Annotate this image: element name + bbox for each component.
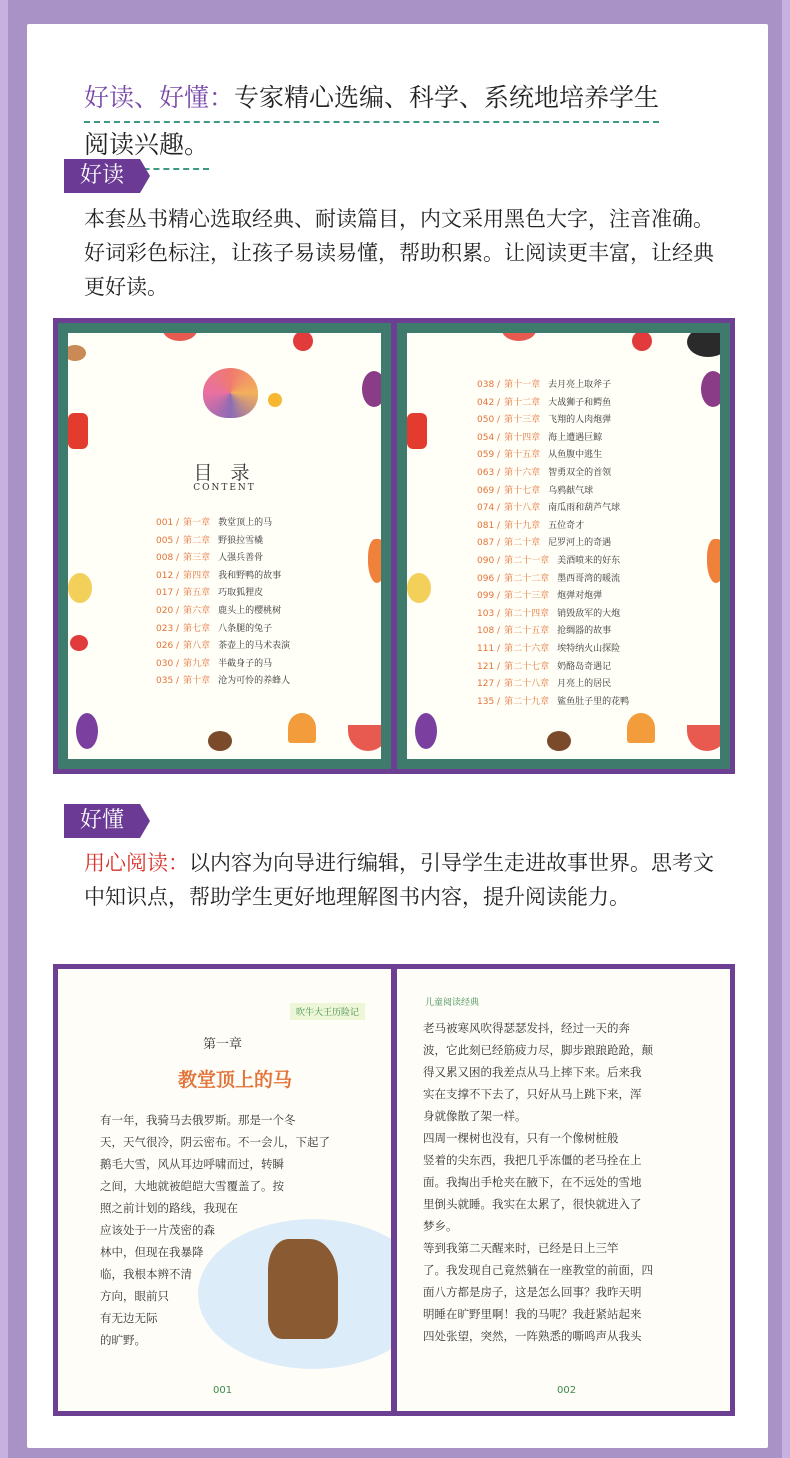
toc-chapter-number: 第十四章: [504, 432, 541, 443]
watermelon-icon: [163, 323, 197, 341]
toc-entry: [477, 553, 629, 571]
toc-chapter-number: 第二章: [183, 535, 211, 546]
toc-chapter-title: 半截身子的马: [218, 658, 273, 669]
toc-entry: [156, 585, 290, 603]
toc-list-left: [156, 515, 290, 691]
toc-entry: [156, 515, 290, 533]
story-line: 梦乡。: [423, 1219, 458, 1233]
story-page-left: [58, 969, 391, 1411]
toc-chapter-number: 第九章: [183, 658, 211, 669]
toc-page-number: 090 /: [477, 555, 501, 566]
section-red-label: 用心阅读：: [84, 851, 189, 875]
watermelon-slice-icon: [348, 725, 388, 751]
toc-entry: [477, 571, 629, 589]
toc-chapter-title: 南瓜雨和葫芦气球: [548, 503, 621, 514]
tree-icon: [627, 713, 655, 743]
toc-chapter-title: 从鱼腹中逃生: [548, 450, 603, 461]
toc-chapter-number: 第八章: [183, 641, 211, 652]
story-line: 等到我第二天醒来时，已经是日上三竿: [423, 1241, 619, 1255]
toc-chapter-number: 第二十六章: [504, 643, 550, 654]
toc-chapter-number: 第十九章: [504, 520, 541, 531]
toc-page-number: 096 /: [477, 573, 501, 584]
section-understandable-text: [84, 846, 724, 914]
story-line: 有一年，我骑马去俄罗斯。那是一个冬: [100, 1113, 296, 1127]
story-line: 林中，但现在我暴降: [100, 1245, 204, 1259]
toc-page-number: 030 /: [156, 658, 180, 669]
toc-page-number: 026 /: [156, 641, 180, 652]
chili-icon: [407, 413, 427, 449]
toc-chapter-number: 第二十八章: [504, 679, 550, 690]
toc-page-number: 059 /: [477, 450, 501, 461]
toc-page-number: 103 /: [477, 608, 501, 619]
story-right-page-number: 002: [557, 1385, 577, 1396]
story-line: 面八方都是房子，这是怎么回事？我昨天明: [423, 1285, 642, 1299]
toc-chapter-number: 第四章: [183, 570, 211, 581]
toc-entry: [477, 447, 629, 465]
story-line: 实在支撑不下去了，只好从马上跳下来，浑: [423, 1087, 642, 1101]
toc-entry: [477, 641, 629, 659]
toc-page-number: 005 /: [156, 535, 180, 546]
story-line: 身就像散了架一样。: [423, 1109, 527, 1123]
toc-list-right: [477, 377, 629, 711]
story-line: 老马被寒风吹得瑟瑟发抖，经过一天的奔: [423, 1021, 630, 1035]
intro-line-1: [84, 76, 659, 123]
toc-page-number: 054 /: [477, 432, 501, 443]
toc-entry: [156, 550, 290, 568]
intro-label: 好读、好懂：: [84, 83, 235, 112]
toc-page-number: 020 /: [156, 605, 180, 616]
toc-entry: [477, 676, 629, 694]
story-line: 鹅毛大雪，风从耳边呼啸而过，转瞬: [100, 1157, 284, 1171]
toc-chapter-title: 月亮上的居民: [557, 679, 612, 690]
intro-line-2: 阅读兴趣。: [84, 123, 209, 170]
toc-chapter-title: 埃特纳火山探险: [557, 643, 621, 654]
toc-page-number: 069 /: [477, 485, 501, 496]
story-line: 的旷野。: [100, 1333, 146, 1347]
toc-page-number: 035 /: [156, 676, 180, 687]
toc-chapter-title: 巧取狐狸皮: [218, 588, 264, 599]
toc-page-number: 050 /: [477, 415, 501, 426]
toc-chapter-number: 第十五章: [504, 450, 541, 461]
toc-chapter-number: 第二十七章: [504, 661, 550, 672]
toc-chapter-number: 第十三章: [504, 415, 541, 426]
story-line: 照之前计划的路线，我现在: [100, 1201, 238, 1215]
story-line: 了。我发现自己竟然躺在一座教堂的前面，四: [423, 1263, 653, 1277]
story-line: 方向，眼前只: [100, 1289, 169, 1303]
toc-page-number: 001 /: [156, 518, 180, 528]
toc-page-number: 038 /: [477, 380, 501, 390]
hot-air-balloon-icon: [203, 368, 258, 418]
toc-page-number: 074 /: [477, 503, 501, 514]
left-decor-strip: [0, 0, 8, 1458]
intro-text: [84, 76, 724, 170]
toc-chapter-title: 海上遭遇巨鲸: [548, 432, 603, 443]
story-line: 之间，大地就被皑皑大雪覆盖了。按: [100, 1179, 284, 1193]
story-line: 天，天气很冷，阴云密布。不一会儿，下起了: [100, 1135, 330, 1149]
toc-page-number: 099 /: [477, 591, 501, 602]
toc-chapter-title: 智勇双全的首领: [548, 467, 612, 478]
story-line: 里倒头就睡。我实在太累了，很快就进入了: [423, 1197, 642, 1211]
story-title: 教堂顶上的马: [178, 1069, 293, 1091]
toc-chapter-title: 炮弹对炮弹: [557, 591, 603, 602]
toc-chapter-title: 乌鸦献气球: [548, 485, 594, 496]
strawberry-icon: [293, 331, 313, 351]
toc-page-right: [397, 323, 730, 769]
toc-chapter-title: 教堂顶上的马: [218, 518, 273, 528]
toc-chapter-number: 第二十四章: [504, 608, 550, 619]
toc-entry: [156, 621, 290, 639]
story-left-header: 吹牛大王历险记: [290, 1003, 365, 1020]
toc-chapter-title: 飞翔的人肉炮弹: [548, 415, 612, 426]
toc-chapter-title: 尼罗河上的奇遇: [548, 538, 612, 549]
toc-chapter-title: 鹿头上的樱桃树: [218, 605, 282, 616]
toc-page-number: 008 /: [156, 553, 180, 564]
toc-entry: [477, 623, 629, 641]
toc-entry: [477, 606, 629, 624]
toc-entry: [477, 694, 629, 712]
eggplant-icon: [76, 713, 98, 749]
story-line: 面。我掏出手枪夹在腋下，在不远处的雪地: [423, 1175, 642, 1189]
watermelon-slice-icon: [687, 725, 727, 751]
tree-icon: [288, 713, 316, 743]
toc-chapter-title: 奶酪岛奇遇记: [557, 661, 612, 672]
toc-subtitle: CONTENT: [193, 483, 256, 493]
grapes-icon: [362, 371, 386, 407]
toc-chapter-title: 茶壶上的马术表演: [218, 641, 291, 652]
toc-entry: [477, 588, 629, 606]
toc-page-number: 017 /: [156, 588, 180, 599]
toc-chapter-title: 五位奇才: [548, 520, 585, 531]
story-line: 竖着的尖东西，我把几乎冻僵的老马拴在上: [423, 1153, 642, 1167]
section-tag-understandable: 好懂: [64, 804, 140, 838]
content-panel: [27, 24, 768, 1448]
toc-page-number: 042 /: [477, 397, 501, 408]
toc-page-number: 111 /: [477, 643, 501, 654]
right-decor-strip: [782, 0, 790, 1458]
sun-icon: [268, 393, 282, 407]
toc-chapter-number: 第二十九章: [504, 696, 550, 707]
toc-page-number: 081 /: [477, 520, 501, 531]
toc-chapter-title: 鲨鱼肚子里的花鸭: [557, 696, 630, 707]
story-left-page-number: 001: [213, 1385, 233, 1396]
toc-chapter-number: 第一章: [183, 518, 211, 528]
toc-chapter-title: 抢绸器的故事: [557, 626, 612, 637]
carrot-icon: [368, 539, 386, 583]
toc-entry: [156, 533, 290, 551]
mushroom-icon: [64, 345, 86, 361]
toc-chapter-number: 第七章: [183, 623, 211, 634]
toc-chapter-title: 美酒喷来的好东: [557, 555, 621, 566]
carrot-icon: [707, 539, 725, 583]
banana-icon: [68, 573, 92, 603]
toc-entry: [156, 568, 290, 586]
toc-page-number: 012 /: [156, 570, 180, 581]
toc-page-number: 063 /: [477, 467, 501, 478]
toc-chapter-title: 人强兵善骨: [218, 553, 264, 564]
toc-chapter-title: 销毁敌军的大炮: [557, 608, 621, 619]
story-right-text: [423, 1017, 653, 1347]
toc-page-number: 135 /: [477, 696, 501, 707]
eggplant-icon: [415, 713, 437, 749]
toc-page-number: 023 /: [156, 623, 180, 634]
chestnut-icon: [547, 731, 571, 751]
toc-page-number: 121 /: [477, 661, 501, 672]
story-right-header: 儿童阅读经典: [425, 998, 480, 1008]
story-left-text: [100, 1109, 330, 1351]
toc-chapter-number: 第十章: [183, 676, 211, 687]
toc-chapter-number: 第二十章: [504, 538, 541, 549]
story-line: 四处张望，突然，一阵熟悉的嘶鸣声从我头: [423, 1329, 642, 1343]
heart-icon: [70, 635, 88, 651]
story-line: 明睡在旷野里啊！我的马呢？我赶紧站起来: [423, 1307, 642, 1321]
toc-chapter-title: 大战狮子和鳄鱼: [548, 397, 612, 408]
story-line: 得又累又困的我差点从马上摔下来。后来我: [423, 1065, 642, 1079]
toc-entry: [477, 518, 629, 536]
toc-chapter-title: 我和野鸭的故事: [218, 570, 282, 581]
section-text-1: 以内容为向导进行编辑，引导学生走进故事世界。: [189, 851, 651, 875]
toc-chapter-title: 墨西哥湾的暖流: [557, 573, 621, 584]
toc-chapter-number: 第二十三章: [504, 591, 550, 602]
story-spread: [53, 964, 735, 1416]
toc-entry: [156, 603, 290, 621]
story-line: 波，它此刻已经筋疲力尽，脚步踉踉跄跄，颠: [423, 1043, 653, 1057]
toc-chapter-number: 第二十二章: [504, 573, 550, 584]
toc-chapter-title: 野狼拉雪橇: [218, 535, 264, 546]
toc-chapter-title: 去月亮上取斧子: [548, 380, 612, 390]
toc-entry: [477, 483, 629, 501]
toc-entry: [477, 500, 629, 518]
toc-page-number: 127 /: [477, 679, 501, 690]
toc-entry: [477, 412, 629, 430]
toc-entry: [477, 465, 629, 483]
section-tag-readable: 好读: [64, 159, 140, 193]
toc-entry: [477, 430, 629, 448]
toc-page-left: [58, 323, 391, 769]
section-text-2: 思考文中知识点，帮助学生更好地理解图书内容，提升阅读能力。: [84, 851, 714, 909]
toc-chapter-number: 第十一章: [504, 380, 541, 390]
toc-entry: [477, 535, 629, 553]
toc-chapter-number: 第十二章: [504, 397, 541, 408]
story-line: 有无边无际: [100, 1311, 158, 1325]
toc-title: 目 录: [193, 462, 256, 484]
toc-chapter-number: 第六章: [183, 605, 211, 616]
toc-chapter-number: 第三章: [183, 553, 211, 564]
toc-chapter-number: 第二十五章: [504, 626, 550, 637]
toc-entry: [156, 673, 290, 691]
story-line: 应该处于一片茂密的森: [100, 1223, 215, 1237]
toc-chapter-number: 第二十一章: [504, 555, 550, 566]
intro-line-1-text: 专家精心选编、科学、系统地培养学生: [234, 83, 660, 112]
hat-icon: [687, 327, 729, 357]
chili-icon: [68, 413, 88, 449]
strawberry-icon: [632, 331, 652, 351]
toc-page-number: 108 /: [477, 626, 501, 637]
toc-chapter-number: 第十六章: [504, 467, 541, 478]
toc-entry: [477, 395, 629, 413]
grapes-icon: [701, 371, 725, 407]
toc-chapter-title: 八条腿的兔子: [218, 623, 273, 634]
story-line: 四周一棵树也没有，只有一个像树桩般: [423, 1131, 619, 1145]
story-page-right: [397, 969, 730, 1411]
section-readable-text: 本套丛书精心选取经典、耐读篇目，内文采用黑色大字，注音准确。好词彩色标注，让孩子易读易懂，帮助积累。让阅读更丰富，让经典更好读。: [84, 207, 714, 299]
toc-entry: [477, 377, 629, 395]
toc-chapter-title: 沧为可怜的养蜂人: [218, 676, 291, 687]
chestnut-icon: [208, 731, 232, 751]
watermelon-icon: [502, 323, 536, 341]
toc-entry: [156, 656, 290, 674]
toc-chapter-number: 第五章: [183, 588, 211, 599]
story-chapter: 第一章: [203, 1037, 243, 1052]
story-line: 临，我根本辨不清: [100, 1267, 192, 1281]
toc-chapter-number: 第十八章: [504, 503, 541, 514]
toc-page-number: 087 /: [477, 538, 501, 549]
toc-chapter-number: 第十七章: [504, 485, 541, 496]
toc-spread: [53, 318, 735, 774]
banana-icon: [407, 573, 431, 603]
toc-entry: [477, 659, 629, 677]
toc-entry: [156, 638, 290, 656]
